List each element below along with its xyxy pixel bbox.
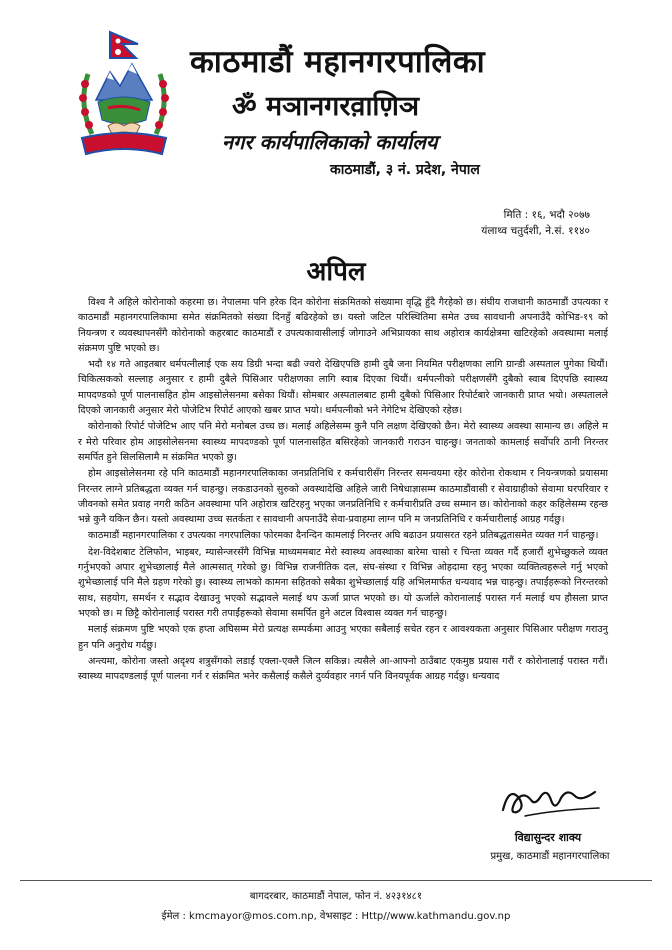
paragraph: काठमाडौं महानगरपालिका र उपत्यका नगरपालिका फोरमका दैनन्दिन कामलाई निरन्तर अघि बढाउन प्रयासरत रहने प्रतिबद्धतासमेत व्यक्त गर्न चाहन्छु।	[88, 530, 599, 542]
nepal-flag-icon	[110, 32, 138, 58]
signatory-name: विद्यासुन्दर शाक्य	[514, 831, 582, 844]
office-name: नगर कार्यपालिकाको कार्यालय	[222, 130, 438, 154]
handwritten-signature-icon	[495, 780, 605, 820]
paragraph: भदौ १४ गते आइतबार धर्मपत्नीलाई एक सय डिग्री भन्दा बढी ज्वरो देखिएपछि हामी दुबै जना नियमित परीक्षणका लागि ग्रान्डी अस्पताल पुगेका थियौं। चिकित्सकको सल्लाह अनुसार र हामी दुबैले पिसिआर परीक्षणका लागि स्वाब दिएका थियौं। धर्मपत्नीको परीक्षणसँगै दुबैको स्वाब दिएपछि स्वास्थ्य मापदण्डको पूर्ण पालनासहित होम आइसोलेसनमा बसेका थियौं। सोमबार अस्पतालबाट हामी दुबैको पिसिआर रिपोर्टबारे जानकारी प्राप्त भयो। अस्पतालले दिएको जानकारी अनुसार मेरो पोजेटिभ रिपोर्ट आएको खबर प्राप्त भयो। धर्मपत्नीको भने नेगेटिभ देखिएको रहेछ।	[78, 359, 608, 417]
paragraph: विश्व नै अहिले कोरोनाको कहरमा छ। नेपालमा पनि हरेक दिन कोरोना संक्रमितको संख्यामा वृद्धि हुँदै गैरहेको छ। संघीय राजधानी काठमाडौं उपत्यका र काठमाडौं महानगरपालिकामा समेत संक्रमितको संख्या दिनहुँ बढिरहेको छ। यस्तो जटिल परिस्थितिमा समेत उच्च सावधानी अपनाउँदै कोभिड-१९ को नियन्त्रण र व्यवस्थापनसँगै कोरोनाको कहरबाट काठमाडौं र उपत्यकावासीलाई जोगाउने अभिप्रायका साथ अहोरात्र कार्यक्षेत्रमा खटिरहेको अवस्थामा मलाई संक्रमण पुष्टि भएको छ।	[78, 297, 608, 354]
date-line: मिति : १६, भदौ २०७७	[503, 209, 590, 221]
paragraph: होम आइसोलेसनमा रहे पनि काठमाडौं महानगरपालिकाका जनप्रतिनिधि र कर्मचारीसँग निरन्तर समन्वयमा रहेर कोरोना रोकथाम र नियन्त्रणको प्रयासमा निरन्तर लाग्ने प्रतिबद्धता व्यक्त गर्न चाहन्छु। लकडाउनको सुरुको अवस्थादेखि अहिले जारी निषेधाज्ञासम्म काठमाडौंवासी र सेवाग्राहीको सेवामा घरपरिवार र जीवनको समेत प्रवाह नगरी कठिन अवस्थामा पनि अहोरात्र खटिरहनु भएका जनप्रतिनिधि र कर्मचारीप्रति उच्च सम्मान छ। कोरोनाको कहर कहिलेसम्म रहन्छ भन्ने कुनै यकिन छैन। यस्तो अवस्थामा उच्च सतर्कता र सावधानी अपनाउँदै सेवा-प्रवाहमा लाग्न पनि म जनप्रतिनिधि र कर्मचारीलाई आग्रह गर्दछु।	[78, 468, 608, 526]
nepal-sambat-date-line: यंलाथ्व चतुर्दशी, ने.सं. ११४०	[481, 225, 590, 237]
signatory-title: प्रमुख, काठमाडौं महानगरपालिका	[490, 851, 610, 862]
footer-address: बागदरबार, काठमाडौं नेपाल, फोन नं. ४२३१४८१	[249, 891, 423, 902]
paragraph: मलाई संक्रमण पुष्टि भएको एक हप्ता अघिसम्म मेरो प्रत्यक्ष सम्पर्कमा आउनु भएका सबैलाई सचेत रहन र आवश्यकता अनुसार पिसिआर परीक्षण गराउनु हुन पनि अनुरोध गर्दछु।	[78, 624, 608, 651]
footer-contact: ईमेल : kmcmayor@mos.com.np, वेभसाइट : Http//www.kathmandu.gov.np	[161, 911, 511, 922]
kathmandu-metropolitan-seal-icon	[74, 30, 174, 158]
appeal-body	[78, 295, 608, 685]
footer-divider	[20, 880, 652, 881]
document-title: अपिल	[306, 257, 366, 287]
paragraph: कोरोनाको रिपोर्ट पोजेटिभ आए पनि मेरो मनोबल उच्च छ। मलाई अहिलेसम्म कुनै पनि लक्षण देखिएको छैन। मेरो स्वास्थ्य अवस्था सामान्य छ। अहिले म र मेरो परिवार होम आइसोलेसनमा स्वास्थ्य मापदण्डको पूर्ण पालनासहित बसिरहेको जानकारी गराउन चाहन्छु। जनताको कामलाई सर्वोपरि ठानी निरन्तर समर्पित हुने सिलसिलामै म संक्रमित भएको छु।	[78, 421, 608, 463]
paragraph: देश-विदेशबाट टेलिफोन, भाइबर, म्यासेन्जरसँगै विभिन्न माध्यममबाट मेरो स्वास्थ्य अवस्थाका बारेमा चासो र चिन्ता व्यक्त गर्दै हजारौं शुभेच्छुकले व्यक्त गर्नुभएको अपार शुभेच्छालाई मैले आत्मसात् गरेको छु। विभिन्न राजनीतिक दल, संघ-संस्था र विभिन्न ओहदामा रहनु भएका व्यक्तित्वहरूले गर्नु भएको शुभेच्छालाई पनि मैले ग्रहण गरेको छु। स्वास्थ्य लाभको कामना सहितको सबैका शुभेच्छालाई यहि अभिलमार्फत धन्यवाद भन्न चाहन्छु। तपाईंहरूको निरन्तरको साथ, सहयोग, समर्थन र सद्भाव देखाउनु भएको सद्भावले मलाई थप ऊर्जा प्राप्त भएको छ। यो ऊर्जाले कोरानालाई परास्त गर्न मलाई थप हौसला प्राप्त भएको छ। म छिट्टै कोरोनालाई परास्त गरी तपाईंहरूको सेवामा समर्पित हुने अटल विश्वास व्यक्त गर्न चाहन्छु।	[78, 546, 608, 619]
paragraph: अन्त्यमा, कोरोना जस्तो अदृश्य शत्रुसँगको लडाईं एक्ला-एक्लै जित्न सकिन्न। त्यसैले आ-आफ्नो ठाउँबाट एकमुष्ठ प्रयास गरौं र कोरोनालाई परास्त गरौं। स्वास्थ्य मापदण्डलाई पूर्ण पालना गर्न र संक्रमित भनेर कसैलाई कसैले दुर्व्यवहार नगर्न पनि विनयपूर्वक आग्रह गर्दछु। धन्यवाद	[78, 655, 608, 683]
office-address: काठमाडौं, ३ नं. प्रदेश, नेपाल	[330, 162, 480, 178]
organization-name: काठमाडौं महानगरपालिका	[190, 44, 486, 80]
organization-name-newari: ॐ मञानगरव़ाण़िञ	[232, 91, 419, 122]
